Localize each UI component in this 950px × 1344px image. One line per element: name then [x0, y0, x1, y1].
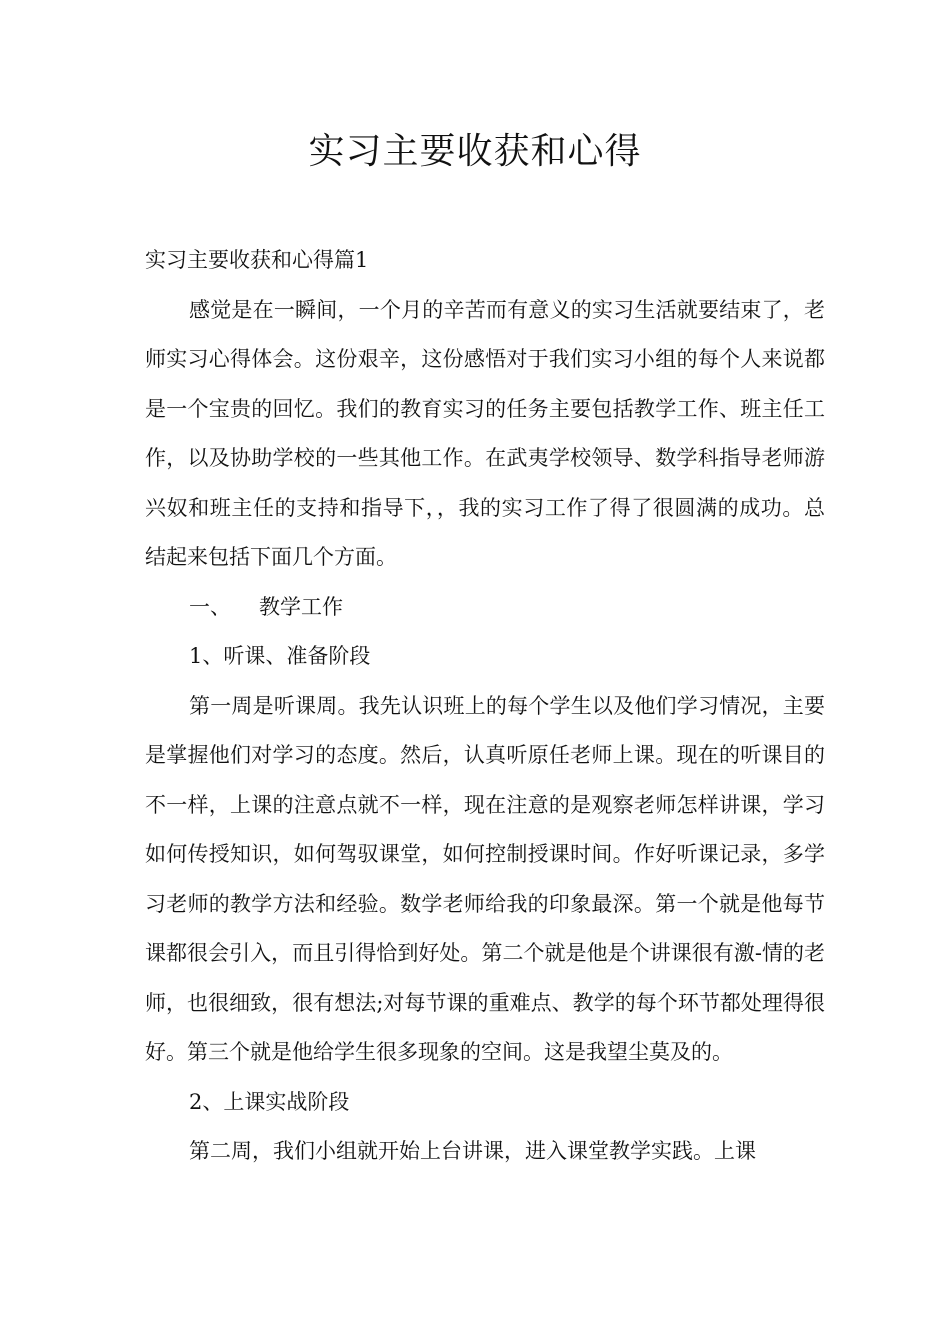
- section-heading-teaching: [145, 583, 825, 633]
- section-number: 一、: [189, 594, 231, 619]
- section-label: 教学工作: [259, 594, 343, 619]
- document-title: 实习主要收获和心得: [308, 131, 642, 172]
- article-subtitle: 实习主要收获和心得篇1: [145, 248, 369, 272]
- document-body: [145, 236, 825, 1177]
- subheading-practice: 2、上课实战阶段: [189, 1089, 350, 1114]
- paragraph-first-week: 第一周是听课周。我先认识班上的每个学生以及他们学习情况，主要是掌握他们对学习的态度。然后，认真听原任老师上课。现在的听课目的不一样，上课的注意点就不一样，现在注意的是观察老师怎样讲课，学习如何传授知识，如何驾驭课堂，如何控制授课时间。作好听课记录，多学习老师的教学方法和经验。数学老师给我的印象最深。第一个就是他每节课都很会引入，而且引得恰到好处。第二个就是他是个讲课很有激-情的老师，也很细致，很有想法;对每节课的重难点、教学的每个环节都处理得很好。第三个就是他给学生很多现象的空间。这是我望尘莫及的。: [145, 693, 825, 1064]
- paragraph-intro: 感觉是在一瞬间，一个月的辛苦而有意义的实习生活就要结束了，老师实习心得体会。这份艰辛，这份感悟对于我们实习小组的每个人来说都是一个宝贵的回忆。我们的教育实习的任务主要包括教学工作、班主任工作，以及协助学校的一些其他工作。在武夷学校领导、数学科指导老师游兴奴和班主任的支持和指导下，，我的实习工作了得了很圆满的成功。总结起来包括下面几个方面。: [145, 297, 825, 569]
- paragraph-second-week: 第二周，我们小组就开始上台讲课，进入课堂教学实践。上课: [189, 1139, 756, 1163]
- subheading-listening: 1、听课、准备阶段: [189, 644, 371, 668]
